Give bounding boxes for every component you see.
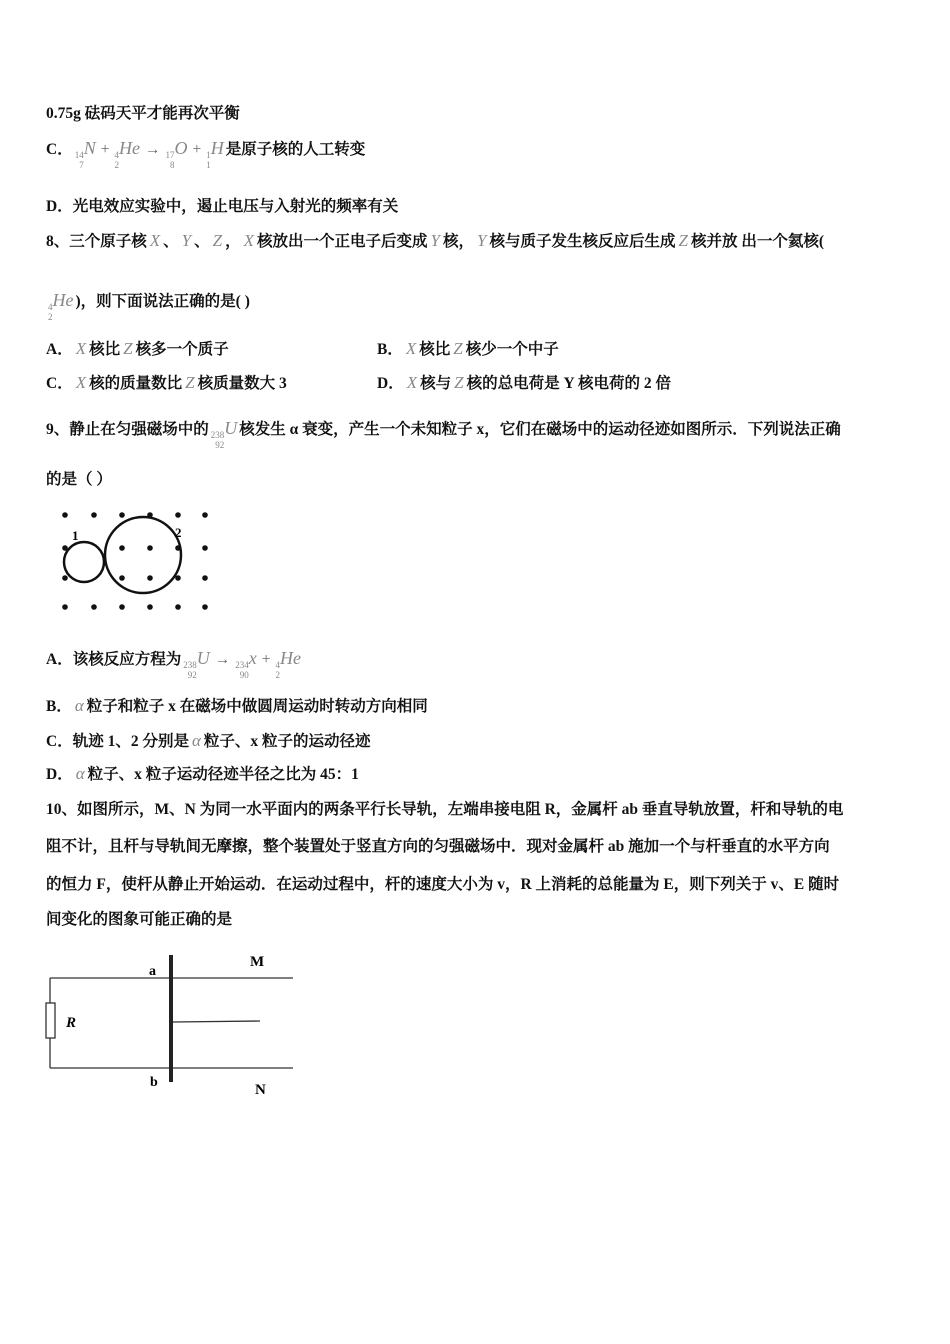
math-symbol: α [191,731,201,750]
math-operator: → [144,141,161,158]
atomic-number: 8 [169,160,175,170]
math-symbol: α [75,764,85,783]
q8-option-a [46,337,229,359]
atomic-number: 90 [239,670,249,680]
label-r: R [66,1015,77,1031]
mass-number: 238 [210,430,225,440]
math-symbol: X [243,231,255,250]
field-dot [202,575,208,581]
text: 核比 [419,341,451,358]
text: C．轨迹 1、2 分别是 [46,733,189,750]
text: B． [377,341,403,358]
text: ， [225,233,241,250]
math-symbol: Z [453,339,463,358]
mass-number: 1 [206,150,211,160]
math-operator: + [261,651,271,668]
math-symbol: Z [454,373,464,392]
element-symbol: He [52,290,74,310]
track-2 [105,517,181,593]
field-dot [119,512,125,518]
field-dot [175,604,181,610]
atomic-number: 1 [206,160,211,170]
field-dot [91,604,97,610]
atomic-number: 92 [187,670,197,680]
field-dot [147,575,153,581]
text: A． [46,341,73,358]
text: 是原子核的人工转变 [225,141,366,158]
text: 核并放 出一个氦核( [690,233,825,250]
mass-number: 238 [183,660,197,670]
text: 核质量数大 3 [197,375,287,392]
field-dot [62,575,68,581]
mass-number: 4 [48,302,53,312]
text: 核与 [420,375,452,392]
math-symbol: Y [477,231,487,250]
nuclide-symbol [48,290,74,322]
mass-number: 234 [235,660,249,670]
field-dot [147,604,153,610]
text: 核发生 α 衰变，产生一个未知粒子 x，它们在磁场中的运动径迹如图所示．下列说法正确 [239,421,841,438]
resistor [46,1003,55,1038]
q7-b-cont [46,101,240,123]
q8-stem-2 [46,289,250,322]
nuclide-symbol [235,648,257,680]
track-2-label: 2 [175,525,182,540]
atomic-number: 92 [215,440,225,450]
text: 核放出一个正电子后变成 [257,233,428,250]
field-dot [119,575,125,581]
math-symbol: α [74,696,84,715]
field-dot [175,512,181,518]
field-dot [147,545,153,551]
mass-number: 17 [165,150,175,160]
nuclide-symbol [206,138,224,170]
math-symbol: Z [678,231,688,250]
text: 8、三个原子核 [46,233,147,250]
label-b: b [150,1075,158,1090]
q10-stem-4 [46,907,232,929]
q7-option-c [46,137,365,170]
text: C． [46,141,73,158]
q8-option-d [377,371,671,393]
text: 粒子和粒子 x 在磁场中做圆周运动时转动方向相同 [86,698,428,715]
text: C． [46,375,73,392]
text: 核， [443,233,475,250]
field-dot [202,604,208,610]
mass-number: 14 [74,150,84,160]
q7-option-d [46,194,398,216]
q9-option-d [46,762,359,784]
text: 核的质量数比 [89,375,183,392]
q8-stem [46,229,824,251]
text: B． [46,698,72,715]
math-symbol: Z [185,373,195,392]
math-symbol: Y [181,231,192,250]
atomic-number: 2 [48,312,53,322]
mass-number: 4 [114,150,119,160]
q10-stem-2 [46,834,830,856]
math-symbol: Z [123,339,133,358]
q9-option-a [46,647,303,680]
track-1 [64,542,104,582]
element-symbol: U [196,648,210,668]
text: 核多一个质子 [135,341,229,358]
rail-circuit-figure [46,954,293,1098]
nuclide-symbol [75,138,96,170]
element-symbol: H [210,138,224,158]
text: 粒子、x 粒子运动径迹半径之比为 45：1 [87,766,359,783]
q9-stem [46,417,841,450]
text: 核的总电荷是 Y 核电荷的 2 倍 [466,375,671,392]
math-symbol: Z [212,231,223,250]
text: 核与质子发生核反应后生成 [489,233,676,250]
text: 10、如图所示，M、N 为同一水平面内的两条平行长导轨，左端串接电阻 R，金属杆 ab 垂直导轨放置，杆和导轨的电 [46,801,844,818]
math-symbol: Y [430,231,441,250]
text: 核少一个中子 [465,341,559,358]
text: D． [46,766,73,783]
field-dot [202,545,208,551]
text: 0.75g 砝码天平才能再次平衡 [46,105,240,122]
text: 的是（ ） [46,471,112,488]
label-n: N [255,1082,266,1098]
text: 的恒力 F，使杆从静止开始运动．在运动过程中，杆的速度大小为 v，R 上消耗的总能量为 E，则下列关于 v、E 随时 [46,876,840,893]
element-symbol: He [279,648,301,668]
math-symbol: X [75,339,87,358]
element-symbol: He [118,138,140,158]
q8-option-c [46,371,287,393]
q9-option-c [46,729,371,751]
nuclide-symbol [275,648,301,680]
nuclide-symbol [165,138,187,170]
math-operator: + [192,141,202,158]
q10-stem-3 [46,872,839,894]
atomic-number: 2 [275,670,280,680]
math-symbol: X [75,373,87,392]
math-symbol: X [149,231,161,250]
math-operator: + [100,141,110,158]
text: 阻不计，且杆与导轨间无摩擦，整个装置处于竖直方向的匀强磁场中．现对金属杆 ab 施加一个与杆垂直的水平方向 [46,838,830,855]
text: 9、静止在匀强磁场中的 [46,421,209,438]
mass-number: 4 [275,660,280,670]
field-dot [119,545,125,551]
text: D． [377,375,404,392]
math-symbol: X [406,373,418,392]
label-m: M [250,954,265,970]
q9-stem-2 [46,467,112,489]
nuclide-symbol [183,648,210,680]
atomic-number: 2 [114,160,119,170]
math-operator: → [214,651,231,668]
text: 、 [194,233,210,250]
math-symbol: X [405,339,417,358]
text: 间变化的图象可能正确的是 [46,911,233,928]
text: 核比 [89,341,121,358]
text: A．该核反应方程为 [46,651,182,668]
field-dot [62,604,68,610]
nuclide-symbol [211,418,238,450]
text: D．光电效应实验中，遏止电压与入射光的频率有关 [46,198,399,215]
text: )，则下面说法正确的是( ) [75,293,250,310]
q10-stem-1 [46,797,843,819]
atomic-number: 7 [79,160,84,170]
element-symbol: x [248,648,257,668]
field-dot [91,512,97,518]
label-a: a [149,964,156,979]
element-symbol: O [174,138,188,158]
text: 、 [163,233,179,250]
field-dot [202,512,208,518]
q8-option-b [377,337,559,359]
text: 粒子、x 粒子的运动径迹 [203,733,371,750]
element-symbol: U [224,418,238,438]
nuclide-symbol [114,138,140,170]
element-symbol: N [83,138,96,158]
track-1-label: 1 [72,528,79,543]
field-dot [119,604,125,610]
field-dot [62,512,68,518]
force-line [173,1021,260,1022]
q9-option-b [46,694,428,716]
